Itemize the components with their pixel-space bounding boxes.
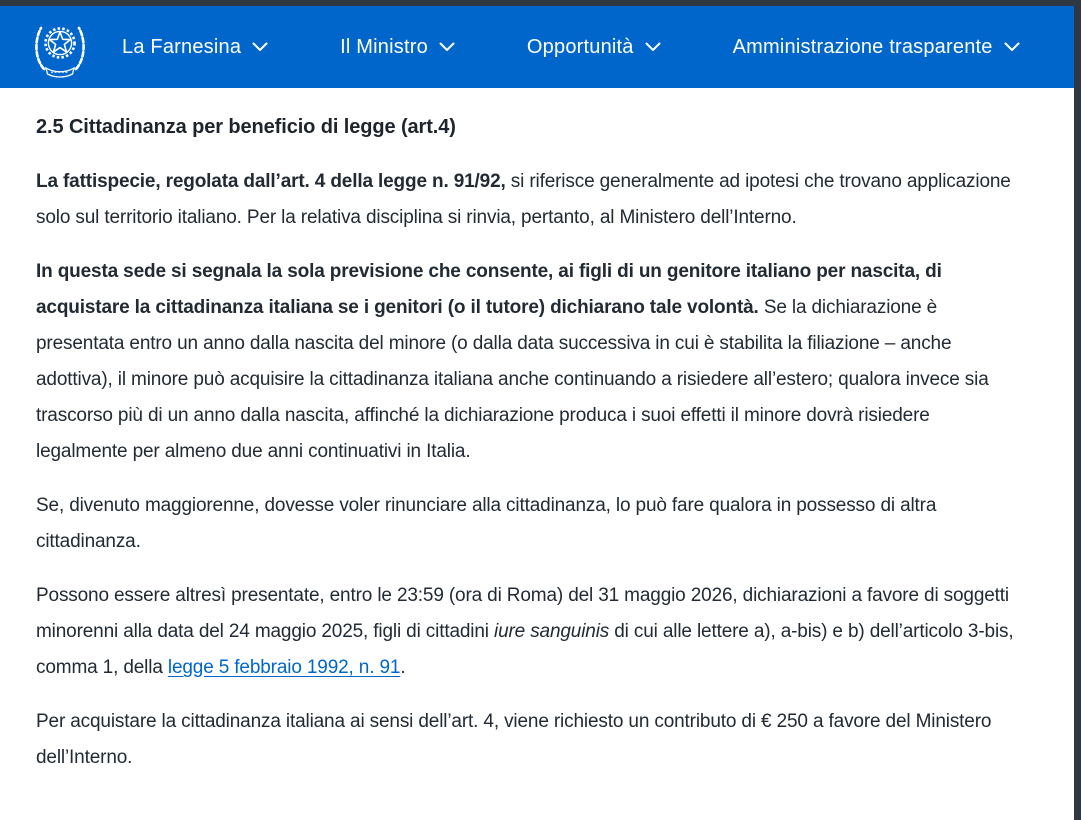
paragraph	[36, 704, 1014, 776]
chevron-down-icon	[645, 42, 661, 52]
italy-emblem-logo[interactable]	[28, 12, 92, 82]
text-segment: iure sanguinis	[494, 621, 610, 642]
nav-item-label: Amministrazione trasparente	[732, 35, 993, 58]
text-segment: .	[400, 657, 406, 678]
nav-item-la-farnesina[interactable]	[122, 36, 268, 59]
text-segment: di cui alle lettere a), a-bis) e b) dell’articolo 3-bis, comma 1, della	[36, 621, 1014, 678]
law-link[interactable]: legge 5 febbraio 1992, n. 91	[167, 657, 401, 678]
nav-item-label: La Farnesina	[122, 35, 242, 58]
text-segment: Se la dichiarazione è presentata entro un anno dalla nascita del minore (o dalla data successiva in cui è stabilita la filiazione – anche adottiva), il minore può acquisire la cittadinanza italiana anche continuando a risiedere all’estero; qualora invece sia trascorso più di un anno dalla nascita, affinché la dichiarazione produca i suoi effetti il minore dovrà risiedere legalmente per almeno due anni continuativi in Italia.	[36, 297, 989, 462]
chevron-down-icon	[1004, 42, 1020, 52]
chevron-down-icon	[439, 42, 455, 52]
text-segment: La fattispecie, regolata dall’art. 4 della legge n. 91/92,	[36, 171, 506, 192]
page-title: 2.5 Cittadinanza per beneficio di legge (art.4)	[36, 116, 456, 138]
paragraph	[36, 164, 1014, 236]
scrollbar-track[interactable]	[1074, 0, 1081, 820]
top-navbar	[0, 6, 1074, 88]
main-menu	[122, 36, 1020, 59]
paragraph	[36, 578, 1014, 686]
nav-item-label: Opportunità	[526, 35, 634, 58]
chevron-down-icon	[252, 42, 268, 52]
paragraph	[36, 488, 1014, 560]
text-segment: si riferisce generalmente ad ipotesi che trovano applicazione solo sul territorio italiano. Per la relativa disciplina si rinvia, pertanto, al Ministero dell’Interno.	[36, 171, 1011, 228]
nav-item-il-ministro[interactable]	[340, 36, 455, 59]
text-segment: Per acquistare la cittadinanza italiana ai sensi dell’art. 4, viene richiesto un contributo di € 250 a favore del Ministero dell’Interno.	[36, 711, 992, 768]
window-top-edge	[0, 0, 1081, 6]
article-content	[0, 88, 1050, 794]
text-segment: Se, divenuto maggiorenne, dovesse voler rinunciare alla cittadinanza, lo può fare qualora in possesso di altra cittadinanza.	[36, 495, 937, 552]
paragraph	[36, 254, 1014, 470]
nav-item-amministrazione-trasparente[interactable]	[733, 36, 1020, 59]
text-segment: Possono essere altresì presentate, entro le 23:59 (ora di Roma) del 31 maggio 2026, dichiarazioni a favore di soggetti minorenni alla data del 24 maggio 2025, figli di cittadini	[36, 585, 1009, 642]
nav-item-label: Il Ministro	[340, 35, 428, 58]
text-segment: In questa sede si segnala la sola previsione che consente, ai figli di un genitore italiano per nascita, di acquistare la cittadinanza italiana se i genitori (o il tutore) dichiarano tale volontà.	[36, 261, 942, 318]
nav-item-opportunita[interactable]	[527, 36, 661, 59]
